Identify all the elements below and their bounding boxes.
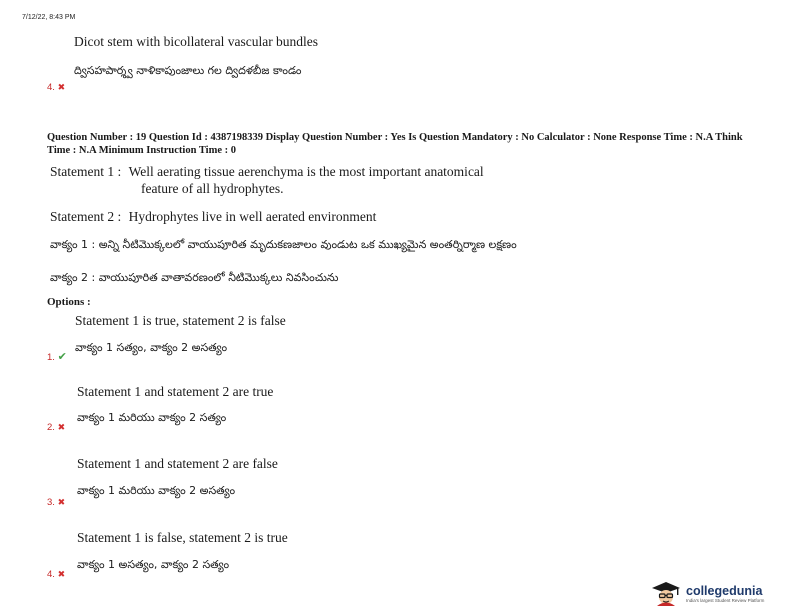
option-2-telugu: వాక్యం 1 మరియు వాక్యం 2 సత్యం	[77, 411, 227, 424]
option-3-english: Statement 1 and statement 2 are false	[77, 456, 278, 471]
telugu-statement-2: వాక్యం 2 : వాయుపూరిత వాతావరణంలో నీటిమొక్కలు నివసించును	[50, 271, 339, 284]
statement-1-prefix: Statement 1 :	[50, 164, 122, 179]
option-number-text: 3.	[47, 497, 55, 508]
option-1-number	[47, 350, 67, 363]
wrong-mark-icon: ✖	[57, 82, 66, 92]
logo-tagline: India's largest Student Review Platform	[686, 597, 765, 603]
option-1-english: Statement 1 is true, statement 2 is false	[75, 313, 286, 328]
wrong-mark-icon: ✖	[57, 569, 66, 579]
option-4-telugu: వాక్యం 1 అసత్యం, వాక్యం 2 సత్యం	[77, 558, 230, 571]
statement-2	[50, 209, 376, 225]
question-meta: Question Number : 19 Question Id : 4387198339 Display Question Number : Yes Is Question Mandatory : No Calculator : None Response Time : N.A Think Time : N.A Minimum Instruction Time : 0	[47, 132, 743, 156]
prev-option-4-number	[47, 82, 65, 93]
statement-1	[50, 164, 484, 180]
option-3-number	[47, 497, 65, 508]
option-1-telugu: వాక్యం 1 సత్యం, వాక్యం 2 అసత్యం	[75, 341, 228, 354]
option-number-text: 4.	[47, 569, 55, 580]
print-timestamp: 7/12/22, 8:43 PM	[22, 14, 76, 21]
option-number-text: 4.	[47, 82, 55, 93]
option-4-english: Statement 1 is false, statement 2 is true	[77, 530, 288, 545]
options-label: Options :	[47, 296, 91, 308]
telugu-statement-1: వాక్యం 1 : అన్ని నీటిమొక్కలలో వాయుపూరిత మృదుకణజాలం వుండుట ఒక ముఖ్యమైన అంతర్నిర్మాణ లక్షణం	[50, 238, 517, 251]
prev-option-4-telugu: ద్విసహపార్శ్వ నాళికాపుంజాలు గల ద్విదళబీజ కాండం	[74, 64, 302, 77]
option-3-telugu: వాక్యం 1 మరియు వాక్యం 2 అసత్యం	[77, 484, 236, 497]
prev-option-4-english: Dicot stem with bicollateral vascular bundles	[74, 34, 319, 49]
option-number-text: 1.	[47, 352, 55, 363]
collegedunia-logo	[649, 580, 764, 606]
graduate-mascot-icon	[649, 580, 683, 606]
statement-2-text: Hydrophytes live in well aerated environment	[128, 209, 377, 224]
statement-1-text: Well aerating tissue aerenchyma is the most important anatomical	[128, 164, 484, 179]
option-4-number	[47, 569, 65, 580]
logo-name: collegedunia	[686, 583, 763, 598]
correct-check-icon: ✔	[57, 351, 67, 363]
wrong-mark-icon: ✖	[57, 497, 66, 507]
option-2-english: Statement 1 and statement 2 are true	[77, 384, 274, 399]
wrong-mark-icon: ✖	[57, 422, 66, 432]
statement-2-prefix: Statement 2 :	[50, 209, 122, 224]
statement-1-line-2: feature of all hydrophytes.	[141, 181, 284, 196]
option-number-text: 2.	[47, 422, 55, 433]
option-2-number	[47, 422, 65, 433]
